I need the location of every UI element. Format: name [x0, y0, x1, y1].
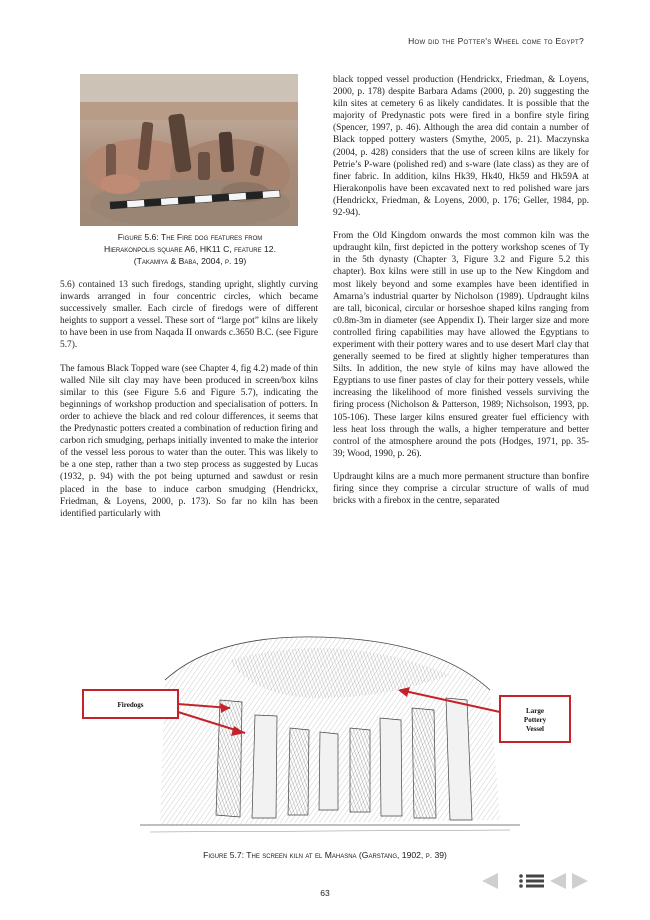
kiln-sketch: [80, 620, 580, 845]
paragraph: black topped vessel production (Hendrickx, Friedman, & Loyens, 2000, p. 178) despite Barbara Adams (2000, p. 20) suggesting the kiln sites at cemetery 6 as likely candidates. It is possible that the majority of Predynastic pots were fired in a bonfire style firing (Spencer, 1997, p. 46). Although the area did contain a number of Black topped pottery wasters (Smythe, 2005, p. 21). Maczynska (2004, p. 428) considers that the use of screen kilns are likely for Petrie’s P-ware (polished red) and s-ware (late class) as they are of finer fabric. In addition, kilns Hk39, Hk40, Hk59 and Hk59A at Hierakonpolis have been excavated next to red polished ware jars (Hendrickx, Friedman, & Loyens, 2000, p. 176; Geller, 1984, pp. 92-94).: [333, 75, 589, 219]
right-column: [333, 74, 589, 518]
figure-5-6-caption: Figure 5.6: The Fire dog features from Hierakonpolis square A6, HK11 C, feature 12. (Takamiya & Baba, 2004, p. 19): [104, 232, 276, 266]
paragraph: Updraught kilns are a much more permanent structure than bonfire firing since they comprise a circular structure of walls of mud bricks with a firebox in the centre, separated: [333, 471, 589, 507]
paragraph: From the Old Kingdom onwards the most common kiln was the updraught kiln, first depicted in the pottery workshop scenes of Ty in the 5th dynasty (Chapter 3, Figure 3.2 and Figure 5.2 this chapter). Box kilns were still in use up to the New Kingdom and most likely beyond and some examples have been identified in Amarna’s industrial quarter by Nicholson (1989). Updraught kilns are tall, biconical, circular or horseshoe shaped kilns ranging from c0.8m-3m in diameter (see Appendix I). Their larger size and more controlled firing capabilities may have allowed the Egyptians to experiment with their pottery wares and to use desert Marl clay that generally seemed to be fired at slightly higher temperatures than Silts. In addition, the new style of kilns may have allowed the Egyptians to use finer pastes of clay for their pottery vessels, while increasing the likelihood of more finished vessels surviving the firing process (Nicholson & Patterson, 1989; Nichsolson, 1993, pp. 105-106). These larger kilns ensured greater fuel efficiency with less heat loss through the walls, a higher temperature and better control of the atmosphere around the pots (Hodges, 1971, pp. 35-39; Wood, 1990, p. 26).: [333, 231, 589, 459]
vessel-label-line: Vessel: [525, 725, 545, 733]
prev-page-icon[interactable]: [482, 873, 498, 889]
firedog-photo: [80, 74, 298, 226]
vessel-label-line: Pottery: [523, 716, 547, 724]
paragraph: 5.6) contained 13 such firedogs, standing upright, slightly curving inwards arranged in four concentric circles, which became successively smaller. Each circle of firedogs were of different heights to support a vessel. These sort of “large pot” kilns are likely to have been in use from Naqada II onwards c.3650 B.C. (see Figure 5.7).: [60, 280, 318, 351]
paragraph: The famous Black Topped ware (see Chapter 4, fig 4.2) made of thin walled Nile silt clay may have been produced in screen/box kilns similar to this (see Figure 5.6 and Figure 5.7), indicating the beginnings of workshop production and specialisation of potters. In order to achieve the black and red colour differences, it seems that the Predynastic potters created a combination of reduction firing and carbon rich smudging, perhaps initially invented to make the interior of the vessel less porous to water than the outer. This was likely to be a one step, rather than a two step process as suggested by Lucas (1932, p. 94) with the pot being upturned and sawdust or resin placed in the base to induce carbon smudging (Hendrickx, Friedman, & Loyens, 2000, p. 173). So far no kiln has been identified particularly with: [60, 363, 318, 519]
vessel-label-line: Large: [526, 707, 544, 715]
back-page-icon[interactable]: [550, 873, 566, 889]
running-head: How did the Potter's Wheel come to Egypt?: [408, 36, 584, 46]
page-number: 63: [320, 888, 330, 898]
figure-5-7-caption: Figure 5.7: The screen kiln at el Mahasna (Garstang, 1902, p. 39): [203, 850, 447, 860]
menu-icon[interactable]: [519, 874, 544, 888]
page-navigation: [482, 873, 588, 889]
next-page-icon[interactable]: [572, 873, 588, 889]
firedogs-label: Firedogs: [117, 701, 144, 709]
left-column: [60, 279, 318, 531]
